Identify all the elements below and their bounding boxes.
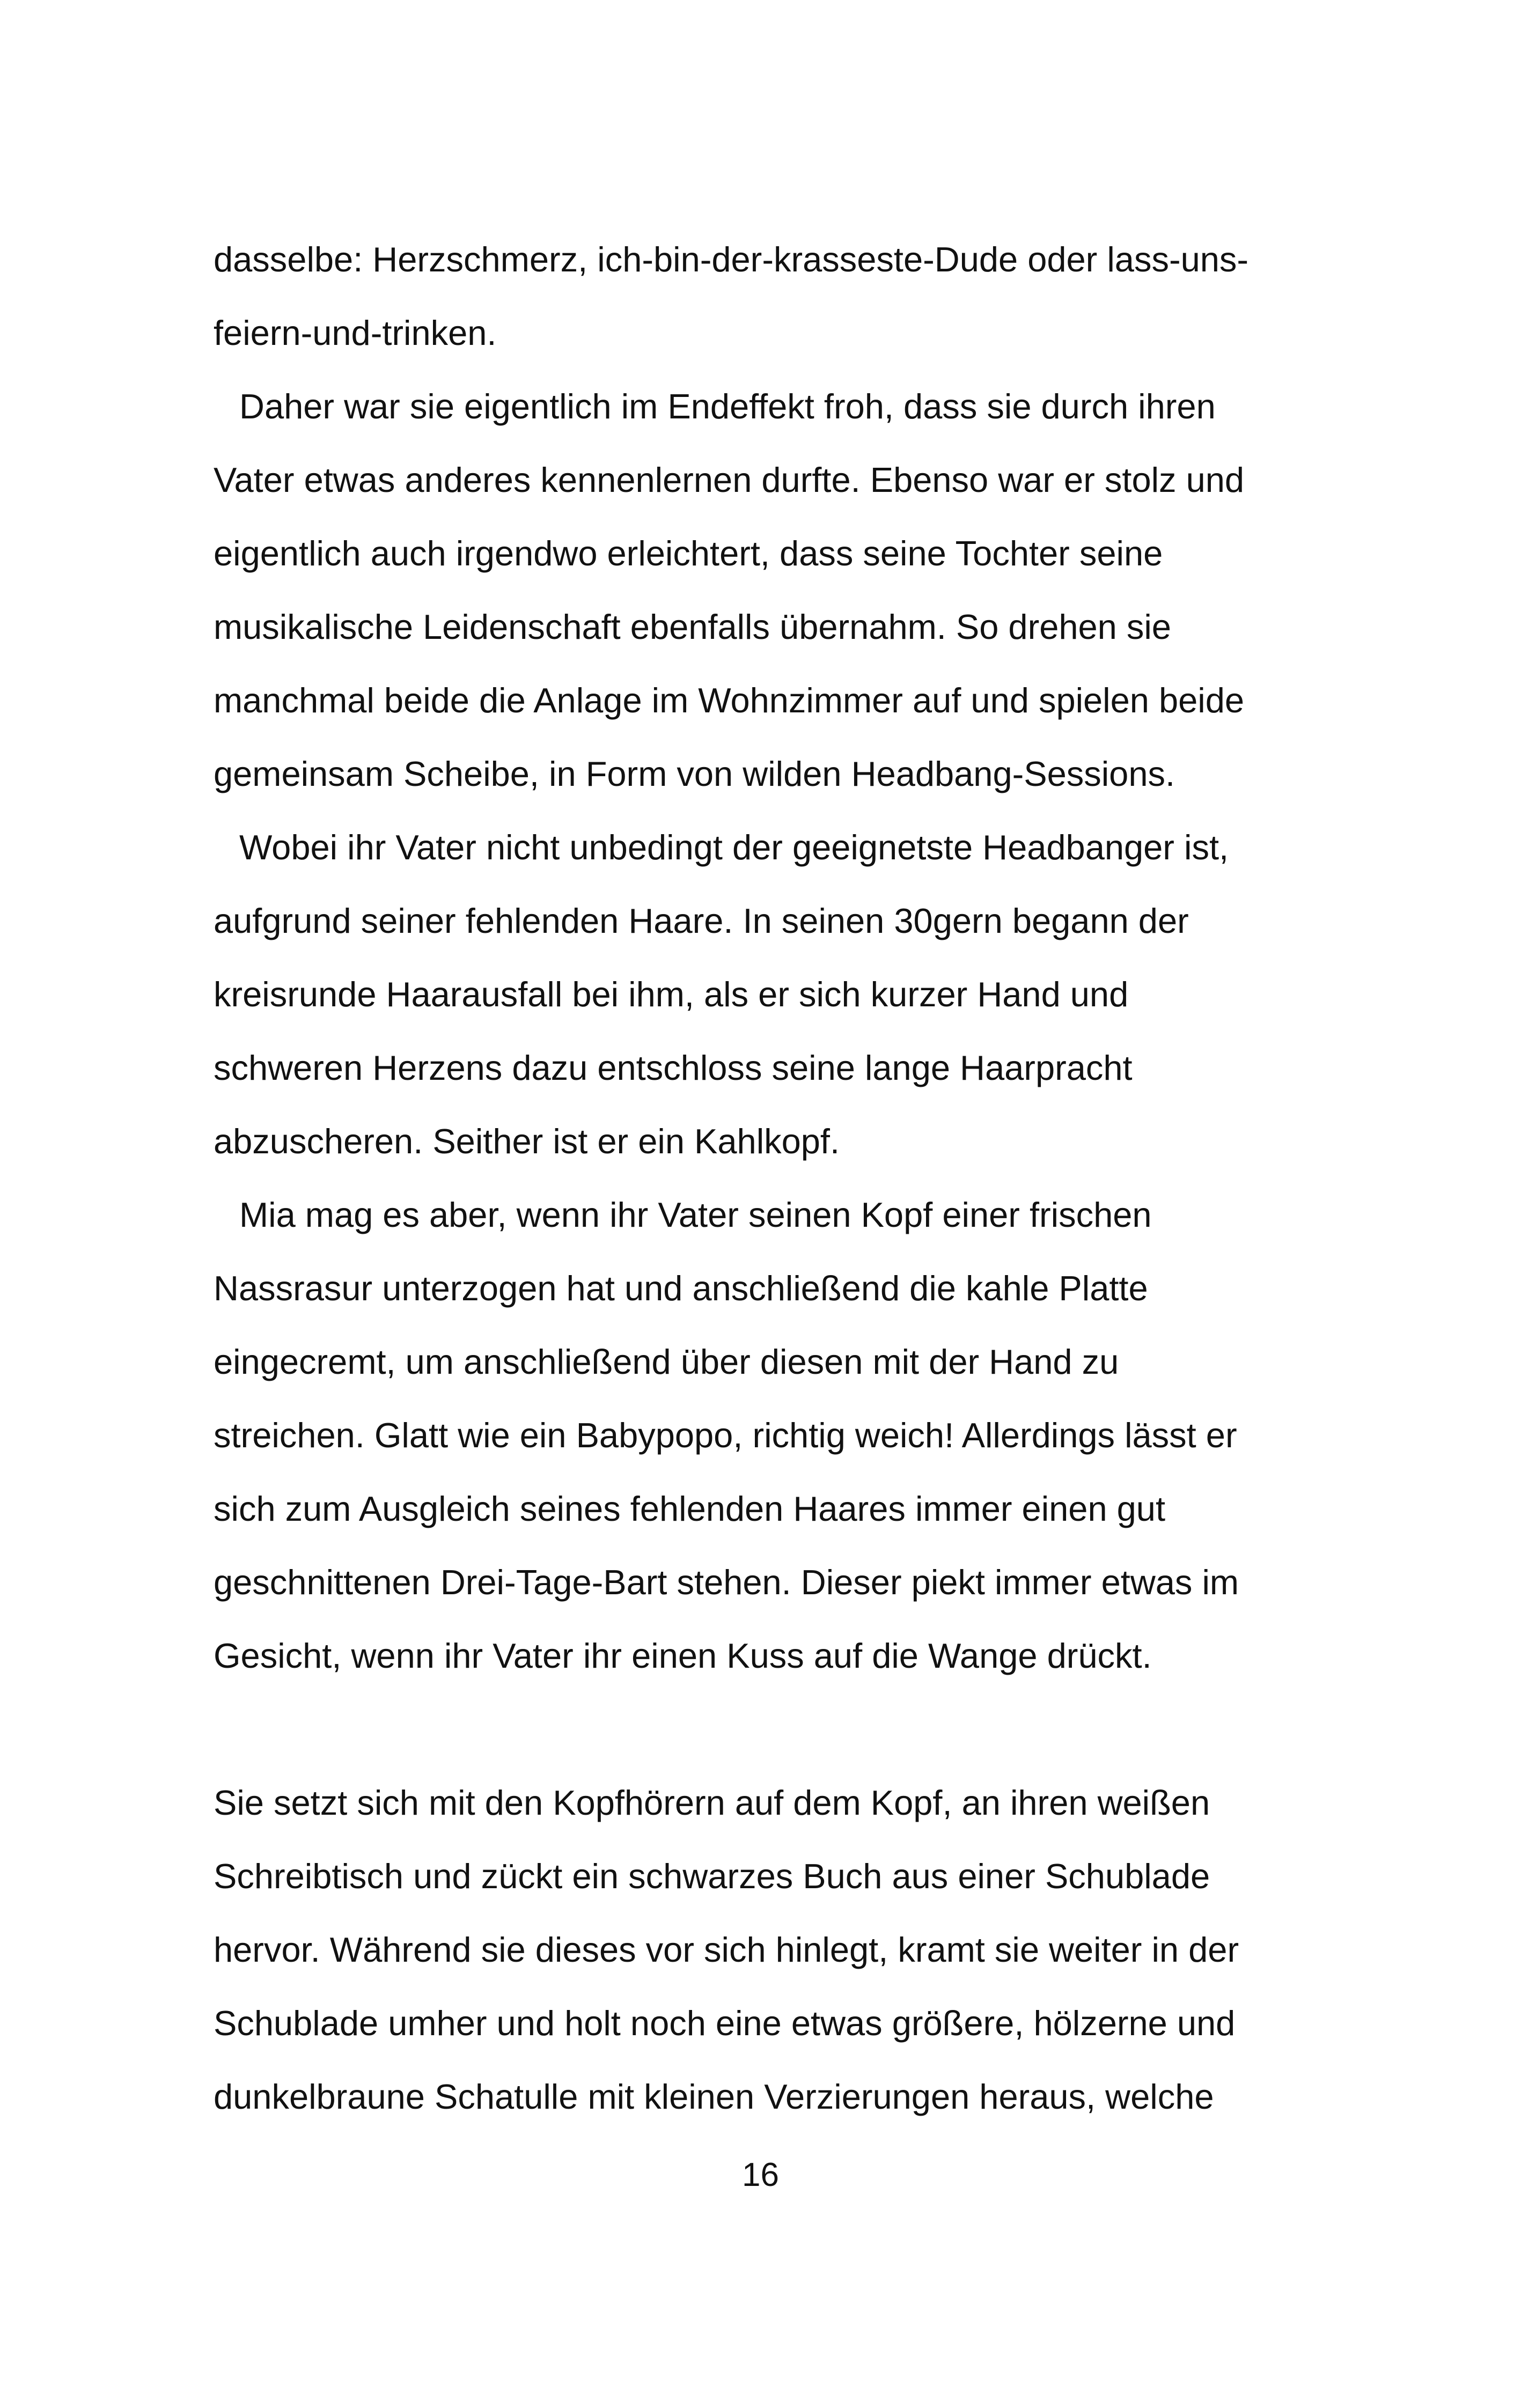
paragraph: [214, 370, 1308, 811]
text-line: feiern-und-trinken.: [214, 313, 497, 352]
body-text: [214, 223, 1308, 2133]
section-break: [214, 1692, 1308, 1766]
text-line: kreisrunde Haarausfall bei ihm, als er sich kurzer Hand und: [214, 975, 1129, 1014]
text-line: schweren Herzens dazu entschloss seine lange Haarpracht: [214, 1048, 1133, 1087]
paragraph: [214, 223, 1308, 370]
text-line: Schublade umher und holt noch eine etwas größere, hölzerne und: [214, 2004, 1236, 2043]
text-line: Sie setzt sich mit den Kopfhörern auf dem Kopf, an ihren weißen: [214, 1783, 1210, 1822]
text-line: Mia mag es aber, wenn ihr Vater seinen Kopf einer frischen: [239, 1195, 1152, 1234]
paragraph: [214, 1178, 1308, 1692]
text-line: dasselbe: Herzschmerz, ich-bin-der-krasseste-Dude oder lass-uns-: [214, 240, 1249, 279]
page-number: 16: [742, 2156, 779, 2193]
text-line: Wobei ihr Vater nicht unbedingt der geeignetste Headbanger ist,: [239, 828, 1229, 867]
text-line: streichen. Glatt wie ein Babypopo, richtig weich! Allerdings lässt er: [214, 1416, 1237, 1455]
text-line: Vater etwas anderes kennenlernen durfte. Ebenso war er stolz und: [214, 460, 1245, 499]
text-line: eigentlich auch irgendwo erleichtert, dass seine Tochter seine: [214, 534, 1163, 573]
text-line: geschnittenen Drei-Tage-Bart stehen. Dieser piekt immer etwas im: [214, 1563, 1239, 1602]
text-line: Gesicht, wenn ihr Vater ihr einen Kuss auf die Wange drückt.: [214, 1636, 1152, 1675]
text-line: sich zum Ausgleich seines fehlenden Haares immer einen gut: [214, 1489, 1166, 1528]
paragraph: [214, 1766, 1308, 2133]
text-line: dunkelbraune Schatulle mit kleinen Verzierungen heraus, welche: [214, 2077, 1214, 2116]
text-line: hervor. Während sie dieses vor sich hinlegt, kramt sie weiter in der: [214, 1930, 1239, 1969]
text-line: musikalische Leidenschaft ebenfalls übernahm. So drehen sie: [214, 607, 1171, 646]
text-line: aufgrund seiner fehlenden Haare. In seinen 30gern begann der: [214, 901, 1189, 940]
paragraph: [214, 811, 1308, 1178]
text-line: Nassrasur unterzogen hat und anschließend die kahle Platte: [214, 1269, 1148, 1308]
text-line: Schreibtisch und zückt ein schwarzes Buch aus einer Schublade: [214, 1857, 1210, 1896]
text-line: manchmal beide die Anlage im Wohnzimmer auf und spielen beide: [214, 681, 1245, 720]
text-line: gemeinsam Scheibe, in Form von wilden Headbang-Sessions.: [214, 754, 1175, 793]
text-line: eingecremt, um anschließend über diesen mit der Hand zu: [214, 1342, 1119, 1381]
text-line: Daher war sie eigentlich im Endeffekt froh, dass sie durch ihren: [239, 387, 1216, 426]
text-line: abzuscheren. Seither ist er ein Kahlkopf.: [214, 1122, 840, 1161]
